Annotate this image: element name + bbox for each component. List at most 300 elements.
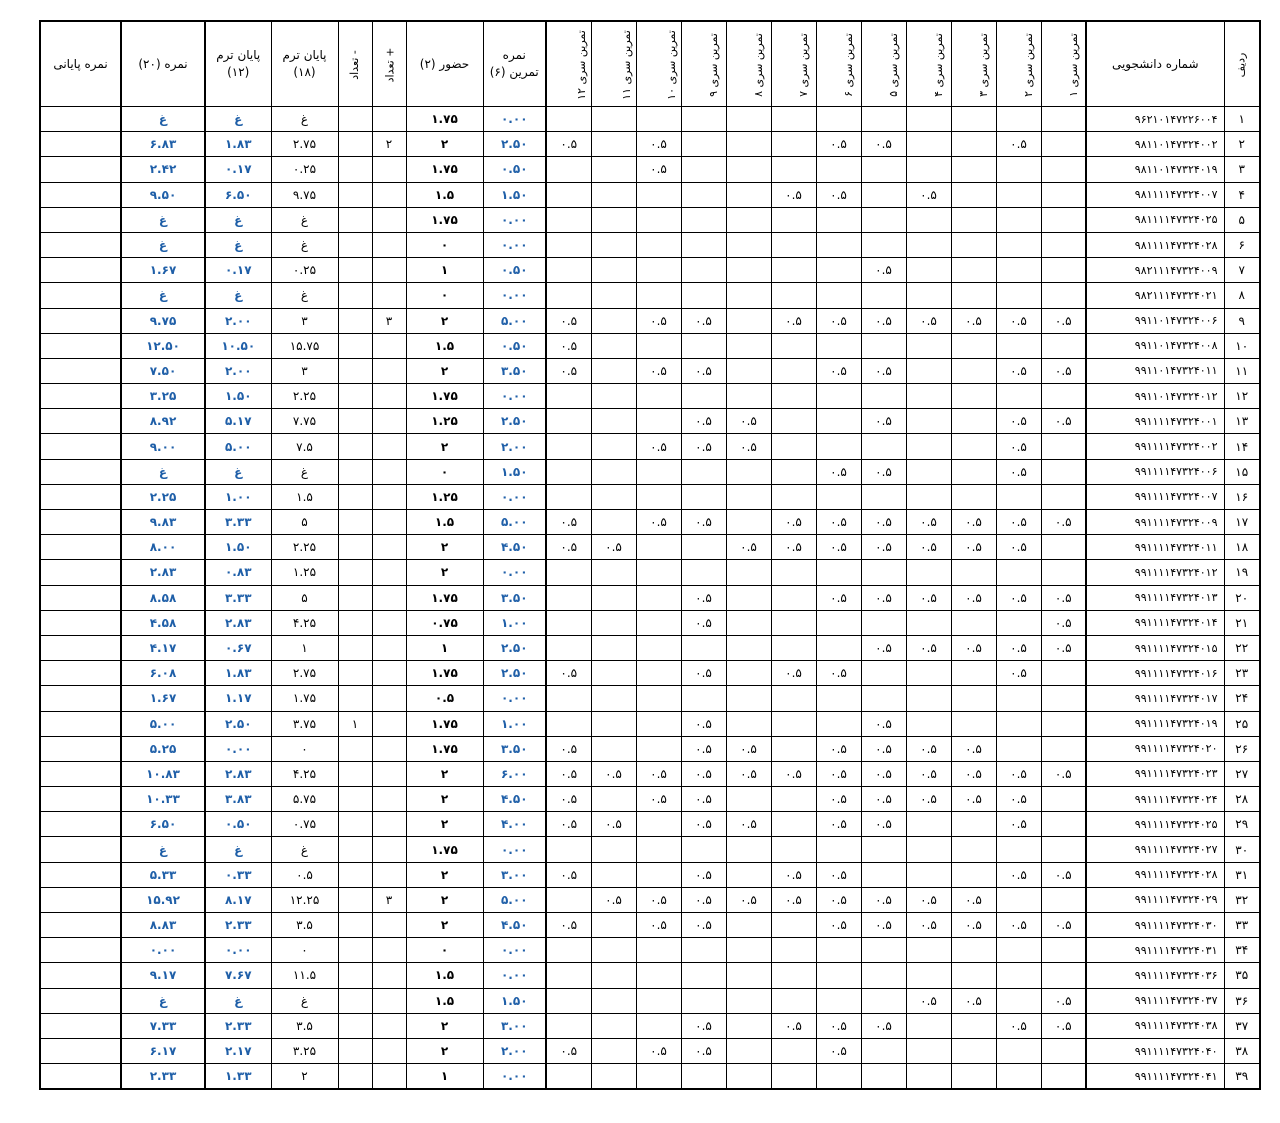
count-plus-cell (372, 837, 406, 862)
series-5-cell: ۰.۵ (861, 409, 906, 434)
series-10-cell (636, 610, 681, 635)
series-12-cell (546, 409, 591, 434)
final-grade-cell (40, 384, 121, 409)
final-exam-12-cell: ۲.۸۳ (205, 610, 271, 635)
grade-20-cell: ۱۲.۵۰ (121, 333, 205, 358)
final-exam-12-cell: ۱.۵۰ (205, 535, 271, 560)
table-row (40, 182, 1260, 207)
final-exam-12-cell: غ (205, 459, 271, 484)
attendance-cell: ۰ (406, 283, 483, 308)
student-id-cell: ۹۹۱۱۱۱۴۷۳۲۴۰۱۵ (1086, 635, 1224, 660)
series-4-cell (906, 132, 951, 157)
table-row (40, 484, 1260, 509)
series-2-cell: ۰.۵ (996, 585, 1041, 610)
count-minus-cell (338, 585, 372, 610)
final-exam-18-cell: ۴.۲۵ (271, 610, 338, 635)
student-id-cell: ۹۹۱۱۱۱۴۷۳۲۴۰۳۰ (1086, 913, 1224, 938)
series-3-cell (951, 610, 996, 635)
series-11-cell (591, 283, 636, 308)
series-2-cell (996, 333, 1041, 358)
series-8-cell (726, 938, 771, 963)
series-4-cell (906, 283, 951, 308)
exercise-grade-cell: ۰.۰۰ (483, 283, 546, 308)
table-row (40, 761, 1260, 786)
header-series-10: تمرین سری ۱۰ (636, 21, 681, 107)
final-exam-18-cell: ۳.۷۵ (271, 711, 338, 736)
series-9-cell: ۰.۵ (681, 409, 726, 434)
series-3-cell (951, 837, 996, 862)
series-8-cell (726, 232, 771, 257)
table-row (40, 787, 1260, 812)
series-1-cell (1041, 333, 1086, 358)
series-10-cell (636, 258, 681, 283)
series-6-cell (816, 157, 861, 182)
series-9-cell: ۰.۵ (681, 887, 726, 912)
series-11-cell (591, 358, 636, 383)
series-4-cell (906, 661, 951, 686)
series-7-cell (771, 938, 816, 963)
series-10-cell (636, 384, 681, 409)
exercise-grade-cell: ۱.۵۰ (483, 459, 546, 484)
series-6-cell (816, 258, 861, 283)
table-row (40, 409, 1260, 434)
series-8-cell (726, 1013, 771, 1038)
series-6-cell (816, 1064, 861, 1090)
series-6-cell: ۰.۵ (816, 736, 861, 761)
exercise-grade-cell: ۰.۰۰ (483, 1064, 546, 1090)
series-12-cell (546, 988, 591, 1013)
series-4-cell (906, 686, 951, 711)
series-6-cell (816, 232, 861, 257)
series-10-cell (636, 232, 681, 257)
series-7-cell (771, 963, 816, 988)
grade-20-cell: ۲.۴۲ (121, 157, 205, 182)
row-number-cell: ۱۰ (1224, 333, 1260, 358)
student-id-cell: ۹۸۲۱۱۱۴۷۳۲۴۰۰۹ (1086, 258, 1224, 283)
table-row (40, 1064, 1260, 1090)
series-12-cell (546, 963, 591, 988)
series-9-cell (681, 1064, 726, 1090)
attendance-cell: ۱ (406, 635, 483, 660)
table-row (40, 913, 1260, 938)
count-minus-cell (338, 535, 372, 560)
final-exam-12-cell: ۱.۰۰ (205, 484, 271, 509)
series-5-cell: ۰.۵ (861, 812, 906, 837)
grade-20-cell: ۱۰.۸۳ (121, 761, 205, 786)
series-10-cell: ۰.۵ (636, 761, 681, 786)
series-8-cell (726, 686, 771, 711)
row-number-cell: ۲۸ (1224, 787, 1260, 812)
final-exam-18-cell: غ (271, 232, 338, 257)
final-exam-12-cell: غ (205, 988, 271, 1013)
series-1-cell: ۰.۵ (1041, 308, 1086, 333)
final-exam-18-cell: ۳ (271, 308, 338, 333)
series-1-cell (1041, 434, 1086, 459)
count-plus-cell (372, 736, 406, 761)
grade-20-cell: غ (121, 107, 205, 132)
table-row (40, 510, 1260, 535)
series-9-cell (681, 182, 726, 207)
count-minus-cell (338, 283, 372, 308)
final-exam-12-cell: ۲.۳۳ (205, 913, 271, 938)
series-9-cell (681, 635, 726, 660)
series-10-cell (636, 837, 681, 862)
count-minus-cell (338, 258, 372, 283)
row-number-cell: ۱۹ (1224, 560, 1260, 585)
count-plus-cell (372, 812, 406, 837)
series-6-cell (816, 434, 861, 459)
final-exam-12-cell: ۱.۵۰ (205, 384, 271, 409)
series-1-cell (1041, 812, 1086, 837)
series-5-cell: ۰.۵ (861, 132, 906, 157)
series-10-cell (636, 333, 681, 358)
grade-20-cell: ۱۰.۳۳ (121, 787, 205, 812)
series-9-cell (681, 258, 726, 283)
header-series-5: تمرین سری ۵ (861, 21, 906, 107)
final-exam-18-cell: ۲.۲۵ (271, 535, 338, 560)
final-exam-18-cell: ۳.۵ (271, 1013, 338, 1038)
series-1-cell: ۰.۵ (1041, 610, 1086, 635)
count-minus-cell (338, 207, 372, 232)
series-12-cell (546, 635, 591, 660)
exercise-grade-cell: ۰.۰۰ (483, 837, 546, 862)
series-7-cell (771, 384, 816, 409)
count-minus-cell (338, 610, 372, 635)
series-11-cell (591, 913, 636, 938)
series-6-cell (816, 283, 861, 308)
attendance-cell: ۱ (406, 258, 483, 283)
series-11-cell (591, 484, 636, 509)
grade-20-cell: ۱.۶۷ (121, 686, 205, 711)
series-2-cell: ۰.۵ (996, 1013, 1041, 1038)
series-2-cell (996, 232, 1041, 257)
header-count-plus: تعداد + (372, 21, 406, 107)
series-7-cell (771, 635, 816, 660)
header-series-6: تمرین سری ۶ (816, 21, 861, 107)
series-3-cell (951, 333, 996, 358)
student-id-cell: ۹۹۱۱۰۱۴۷۳۲۴۰۰۶ (1086, 308, 1224, 333)
count-minus-cell (338, 887, 372, 912)
count-plus-cell (372, 585, 406, 610)
series-9-cell (681, 232, 726, 257)
series-7-cell (771, 1064, 816, 1090)
series-10-cell (636, 736, 681, 761)
row-number-cell: ۲۷ (1224, 761, 1260, 786)
final-exam-18-cell: ۲.۷۵ (271, 132, 338, 157)
header-final-grade: نمره پایانی (40, 21, 121, 107)
count-minus-cell (338, 560, 372, 585)
series-4-cell: ۰.۵ (906, 736, 951, 761)
count-minus-cell (338, 661, 372, 686)
grade-20-cell: ۴.۵۸ (121, 610, 205, 635)
series-6-cell: ۰.۵ (816, 535, 861, 560)
series-9-cell: ۰.۵ (681, 661, 726, 686)
series-5-cell (861, 333, 906, 358)
series-6-cell (816, 560, 861, 585)
series-7-cell (771, 358, 816, 383)
table-row (40, 887, 1260, 912)
table-row (40, 736, 1260, 761)
count-minus-cell (338, 157, 372, 182)
final-exam-12-cell: ۳.۸۳ (205, 787, 271, 812)
series-10-cell (636, 459, 681, 484)
series-4-cell (906, 560, 951, 585)
row-number-cell: ۳۶ (1224, 988, 1260, 1013)
row-number-cell: ۱۸ (1224, 535, 1260, 560)
final-grade-cell (40, 963, 121, 988)
grade-20-cell: ۴.۱۷ (121, 635, 205, 660)
series-7-cell (771, 232, 816, 257)
series-3-cell: ۰.۵ (951, 787, 996, 812)
series-11-cell: ۰.۵ (591, 887, 636, 912)
series-8-cell: ۰.۵ (726, 761, 771, 786)
series-1-cell (1041, 459, 1086, 484)
row-number-cell: ۱۵ (1224, 459, 1260, 484)
series-8-cell (726, 484, 771, 509)
series-11-cell (591, 686, 636, 711)
attendance-cell: ۱.۲۵ (406, 484, 483, 509)
row-number-cell: ۲ (1224, 132, 1260, 157)
series-3-cell (951, 384, 996, 409)
row-number-cell: ۱۶ (1224, 484, 1260, 509)
series-9-cell: ۰.۵ (681, 610, 726, 635)
series-12-cell (546, 258, 591, 283)
student-id-cell: ۹۹۱۱۱۱۴۷۳۲۴۰۳۶ (1086, 963, 1224, 988)
series-2-cell (996, 157, 1041, 182)
series-12-cell (546, 887, 591, 912)
student-id-cell: ۹۹۱۱۰۱۴۷۳۲۴۰۱۱ (1086, 358, 1224, 383)
series-8-cell (726, 308, 771, 333)
row-number-cell: ۱۳ (1224, 409, 1260, 434)
row-number-cell: ۲۳ (1224, 661, 1260, 686)
series-10-cell (636, 107, 681, 132)
series-8-cell (726, 182, 771, 207)
series-12-cell: ۰.۵ (546, 333, 591, 358)
series-4-cell: ۰.۵ (906, 787, 951, 812)
final-grade-cell (40, 661, 121, 686)
series-9-cell: ۰.۵ (681, 761, 726, 786)
series-11-cell (591, 560, 636, 585)
attendance-cell: ۱.۵ (406, 333, 483, 358)
grades-table (39, 20, 1261, 1090)
attendance-cell: ۱.۷۵ (406, 711, 483, 736)
series-12-cell: ۰.۵ (546, 812, 591, 837)
grade-20-cell: ۶.۱۷ (121, 1038, 205, 1063)
series-5-cell (861, 207, 906, 232)
exercise-grade-cell: ۱.۰۰ (483, 610, 546, 635)
row-number-cell: ۳۲ (1224, 887, 1260, 912)
series-3-cell (951, 661, 996, 686)
count-minus-cell (338, 510, 372, 535)
student-id-cell: ۹۹۱۱۱۱۴۷۳۲۴۰۲۰ (1086, 736, 1224, 761)
series-2-cell (996, 938, 1041, 963)
series-11-cell (591, 384, 636, 409)
series-6-cell: ۰.۵ (816, 308, 861, 333)
series-3-cell (951, 1064, 996, 1090)
series-2-cell (996, 107, 1041, 132)
count-minus-cell (338, 182, 372, 207)
table-row (40, 686, 1260, 711)
series-4-cell: ۰.۵ (906, 182, 951, 207)
series-9-cell (681, 837, 726, 862)
series-4-cell (906, 434, 951, 459)
series-12-cell (546, 232, 591, 257)
table-row (40, 635, 1260, 660)
series-6-cell (816, 207, 861, 232)
row-number-cell: ۳۹ (1224, 1064, 1260, 1090)
count-plus-cell: ۲ (372, 132, 406, 157)
table-row (40, 535, 1260, 560)
series-5-cell (861, 283, 906, 308)
series-2-cell (996, 963, 1041, 988)
series-6-cell (816, 711, 861, 736)
grade-20-cell: ۵.۲۵ (121, 736, 205, 761)
exercise-grade-cell: ۵.۰۰ (483, 308, 546, 333)
final-exam-12-cell: ۸.۱۷ (205, 887, 271, 912)
series-9-cell: ۰.۵ (681, 510, 726, 535)
final-exam-18-cell: ۲ (271, 1064, 338, 1090)
series-11-cell (591, 988, 636, 1013)
exercise-grade-cell: ۴.۵۰ (483, 535, 546, 560)
series-1-cell (1041, 837, 1086, 862)
exercise-grade-cell: ۳.۵۰ (483, 736, 546, 761)
count-plus-cell: ۳ (372, 308, 406, 333)
series-1-cell (1041, 1064, 1086, 1090)
series-7-cell (771, 736, 816, 761)
series-1-cell (1041, 232, 1086, 257)
student-id-cell: ۹۹۱۱۱۱۴۷۳۲۴۰۰۱ (1086, 409, 1224, 434)
attendance-cell: ۲ (406, 761, 483, 786)
header-attendance: حضور (۲) (406, 21, 483, 107)
count-plus-cell (372, 434, 406, 459)
header-count-minus: تعداد - (338, 21, 372, 107)
final-exam-18-cell: ۵ (271, 510, 338, 535)
series-6-cell: ۰.۵ (816, 812, 861, 837)
series-1-cell (1041, 283, 1086, 308)
final-grade-cell (40, 283, 121, 308)
exercise-grade-cell: ۳.۰۰ (483, 1013, 546, 1038)
series-3-cell (951, 862, 996, 887)
grade-20-cell: ۹.۵۰ (121, 182, 205, 207)
final-grade-cell (40, 837, 121, 862)
grade-20-cell: ۷.۳۳ (121, 1013, 205, 1038)
series-5-cell: ۰.۵ (861, 761, 906, 786)
count-plus-cell (372, 182, 406, 207)
row-number-cell: ۱۱ (1224, 358, 1260, 383)
table-row (40, 661, 1260, 686)
table-row (40, 988, 1260, 1013)
count-minus-cell (338, 787, 372, 812)
row-number-cell: ۳۳ (1224, 913, 1260, 938)
row-number-cell: ۳۰ (1224, 837, 1260, 862)
series-6-cell (816, 963, 861, 988)
series-2-cell (996, 182, 1041, 207)
final-exam-12-cell: ۰.۰۰ (205, 736, 271, 761)
row-number-cell: ۷ (1224, 258, 1260, 283)
series-1-cell (1041, 787, 1086, 812)
exercise-grade-cell: ۱.۰۰ (483, 711, 546, 736)
student-id-cell: ۹۹۱۱۱۱۴۷۳۲۴۰۱۶ (1086, 661, 1224, 686)
series-5-cell: ۰.۵ (861, 510, 906, 535)
count-minus-cell (338, 938, 372, 963)
table-row (40, 358, 1260, 383)
grade-20-cell: ۵.۰۰ (121, 711, 205, 736)
series-7-cell (771, 837, 816, 862)
exercise-grade-cell: ۰.۵۰ (483, 157, 546, 182)
series-12-cell: ۰.۵ (546, 862, 591, 887)
series-12-cell (546, 560, 591, 585)
series-11-cell (591, 333, 636, 358)
table-row (40, 862, 1260, 887)
series-12-cell (546, 484, 591, 509)
row-number-cell: ۱۲ (1224, 384, 1260, 409)
series-7-cell (771, 434, 816, 459)
series-7-cell (771, 459, 816, 484)
series-11-cell (591, 862, 636, 887)
row-number-cell: ۲۶ (1224, 736, 1260, 761)
series-5-cell: ۰.۵ (861, 887, 906, 912)
count-plus-cell (372, 1064, 406, 1090)
series-12-cell (546, 837, 591, 862)
series-12-cell (546, 938, 591, 963)
final-grade-cell (40, 988, 121, 1013)
series-11-cell (591, 1038, 636, 1063)
final-exam-18-cell: ۰.۵ (271, 862, 338, 887)
final-grade-cell (40, 232, 121, 257)
header-student-id: شماره دانشجویی (1086, 21, 1224, 107)
series-12-cell: ۰.۵ (546, 787, 591, 812)
series-7-cell (771, 157, 816, 182)
series-4-cell: ۰.۵ (906, 510, 951, 535)
series-3-cell (951, 132, 996, 157)
final-exam-12-cell: ۲.۸۳ (205, 761, 271, 786)
count-minus-cell (338, 1064, 372, 1090)
series-11-cell: ۰.۵ (591, 761, 636, 786)
grade-20-cell: ۱.۶۷ (121, 258, 205, 283)
table-row (40, 1013, 1260, 1038)
attendance-cell: ۰ (406, 938, 483, 963)
exercise-grade-cell: ۰.۵۰ (483, 258, 546, 283)
series-12-cell (546, 686, 591, 711)
series-1-cell (1041, 1038, 1086, 1063)
series-10-cell (636, 560, 681, 585)
final-exam-12-cell: ۰.۶۷ (205, 635, 271, 660)
header-series-9: تمرین سری ۹ (681, 21, 726, 107)
count-minus-cell: ۱ (338, 711, 372, 736)
student-id-cell: ۹۹۱۱۱۱۴۷۳۲۴۰۴۰ (1086, 1038, 1224, 1063)
final-exam-12-cell: ۱.۸۳ (205, 132, 271, 157)
series-4-cell: ۰.۵ (906, 761, 951, 786)
final-grade-cell (40, 182, 121, 207)
grade-20-cell: ۹.۸۳ (121, 510, 205, 535)
series-12-cell: ۰.۵ (546, 510, 591, 535)
series-3-cell (951, 358, 996, 383)
row-number-cell: ۱۴ (1224, 434, 1260, 459)
series-7-cell: ۰.۵ (771, 510, 816, 535)
exercise-grade-cell: ۰.۰۰ (483, 107, 546, 132)
series-2-cell (996, 736, 1041, 761)
student-id-cell: ۹۹۱۱۰۱۴۷۳۲۴۰۱۲ (1086, 384, 1224, 409)
series-3-cell: ۰.۵ (951, 535, 996, 560)
final-exam-18-cell: ۰ (271, 736, 338, 761)
series-3-cell (951, 812, 996, 837)
series-12-cell (546, 157, 591, 182)
grade-20-cell: ۶.۰۸ (121, 661, 205, 686)
series-10-cell: ۰.۵ (636, 510, 681, 535)
series-7-cell: ۰.۵ (771, 661, 816, 686)
final-exam-12-cell: غ (205, 837, 271, 862)
count-minus-cell (338, 812, 372, 837)
